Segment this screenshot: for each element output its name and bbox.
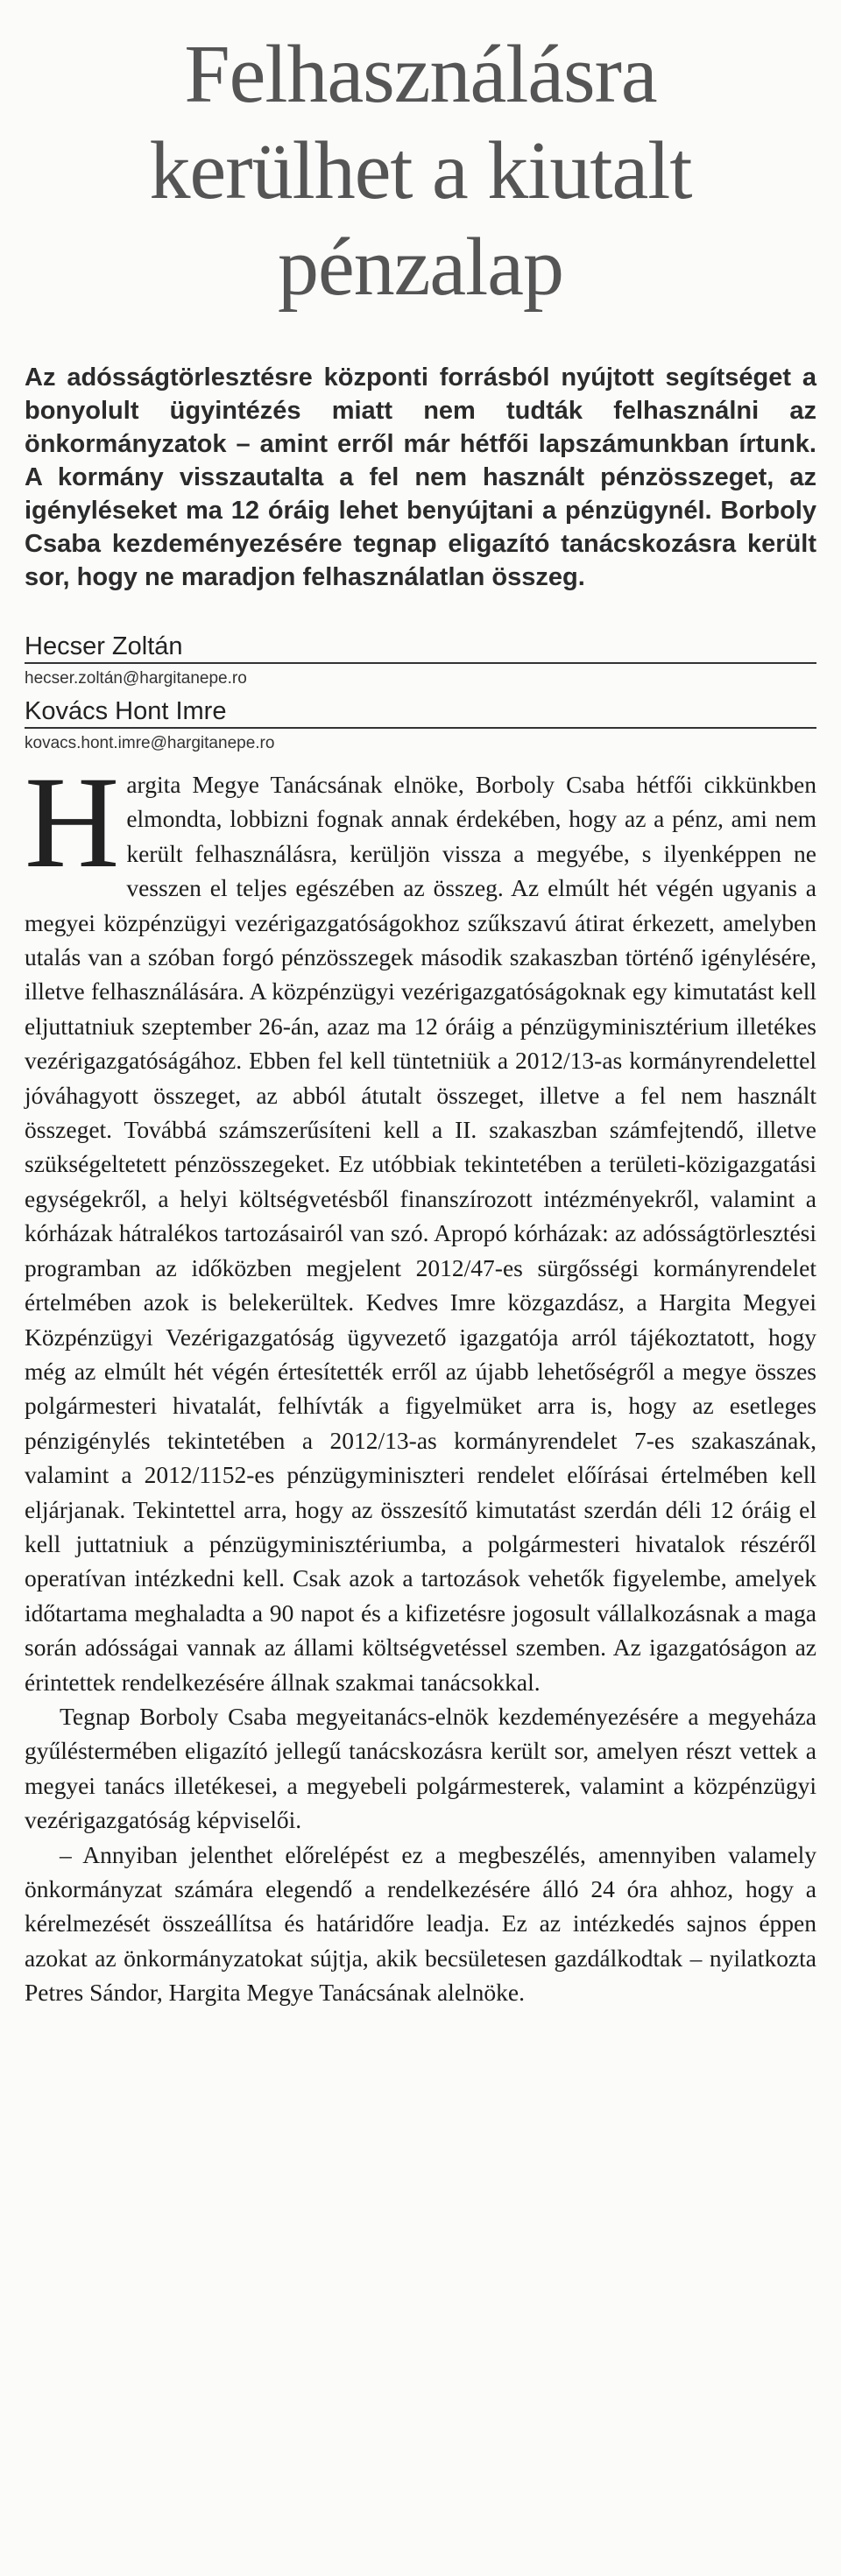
article-headline	[18, 26, 823, 315]
body-paragraph-1-text: argita Megye Tanácsának elnöke, Borboly Csaba hétfői cikkünkben elmondta, lobbizni fognak annak érdekében, hogy az a pénz, ami nem került felhasználásra, kerüljön vissza a megyébe, s ilyenképpen ne vesszen el teljes egészében az összeg. Az elmúlt hét végén ugyanis a megyei közpénzügyi vezérigazgatóságokhoz szűkszavú átirat érkezett, amelyben utalás van a szóban forgó pénzösszegek második szakaszban történő igénylésére, illetve felhasználására. A közpénzügyi vezérigazgatóságoknak egy kimutatást kell eljuttatniuk szeptember 26-án, azaz ma 12 óráig a pénzügyminisztérium illetékes vezérigazgatóságához. Ebben fel kell tüntetniük a 2012/13-as kormányrendelettel jóváhagyott összeget, az abból átutalt összeget, illetve a fel nem használt összeget. Továbbá számszerűsíteni kell a II. szakaszban számfejtendő, illetve szükségeltetett pénzösszegeket. Ez utóbbiak tekintetében a területi-közigazgatási egységekről, a helyi költségvetésből finanszírozott intézményekről, valamint a kórházak hátralékos tartozásairól van szó. Apropó kórházak: az adósságtörlesztési programban az időközben megjelent 2012/47-es sürgősségi kormányrendelet értelmében azok is belekerültek. Kedves Imre közgazdász, a Hargita Megyei Közpénzügyi Vezérigazgatóság ügyvezető igazgatója arról tájékoztatott, hogy még az elmúlt hét végén értesítették erről az újabb lehetőségről a megye összes polgármesteri hivatalát, felhívták a figyelmüket arra is, hogy az esetleges pénzigénylés tekintetében a 2012/13-as kormányrendelet 7-es szakaszának, valamint a 2012/1152-es pénzügyminiszteri rendelet előírásai értelmében kell eljárjanak. Tekintettel arra, hogy az összesítő kimutatást szerdán déli 12 óráig el kell juttatniuk a pénzügyminisztériumba, a polgármesteri hivatalok részéről operatívan intézkedni kell. Csak azok a tartozások vehetők figyelembe, amelyek időtartama meghaladta a 90 napot és a kifizetésre jogosult vállalkozásnak a maga során adósságai vannak az állami költségvetéssel szemben. Az igazgatóságon az érintettek rendelkezésére állnak szakmai tanácsokkal.	[25, 771, 816, 1696]
headline-line-3: pénzalap	[277, 222, 563, 313]
author-name-2: Kovács Hont Imre	[25, 697, 227, 725]
article-body	[25, 750, 816, 2010]
body-paragraph-2: Tegnap Borboly Csaba megyeitanács-elnök kezdeményezésére a megyeháza gyűléstermében eligazító jellegű tanácskozásra került sor, amelyen részt vettek a megyei tanács illetékesei, a megyebeli polgármesterek, valamint a közpénzügyi vezérigazgatóság képviselői.	[25, 1702, 816, 1834]
article-lead: Az adósságtörlesztésre központi forrásból nyújtott segítséget a bonyolult ügyintézés miatt nem tudták felhasználni az önkormányzatok – amint erről már hétfői lapszámunkban írtunk. A kormány visszautalta a fel nem használt pénzösszeget, az igényléseket ma 12 óráig lehet benyújtani a pénzügynél. Borboly Csaba kezdeményezésére tegnap eligazító tanácskozásra került sor, hogy ne maradjon felhasználatlan összeg.	[25, 363, 816, 591]
author-name-1: Hecser Zoltán	[25, 632, 183, 660]
body-paragraph-1	[25, 750, 816, 1699]
body-paragraph-3: – Annyiban jelenthet előrelépést ez a megbeszélés, amennyiben valamely önkormányzat számára elegendő a rendelkezésére álló 24 óra ahhoz, hogy a kérelmezését összeállítsa és határidőre leadja. Ez az intézkedés sajnos éppen azokat az önkormányzatokat sújtja, akik becsületesen gazdálkodtak – nyilatkozta Petres Sándor, Hargita Megye Tanácsának alelnöke.	[25, 1840, 816, 2007]
headline-line-2: kerülhet a kiutalt	[149, 125, 692, 216]
headline-line-1: Felhasználásra	[184, 29, 657, 120]
author-block	[25, 631, 816, 755]
drop-cap: H	[25, 750, 120, 895]
author-email-1: hecser.zoltán@hargitanepe.ro	[25, 662, 816, 690]
author-email-2: kovacs.hont.imre@hargitanepe.ro	[25, 727, 816, 755]
